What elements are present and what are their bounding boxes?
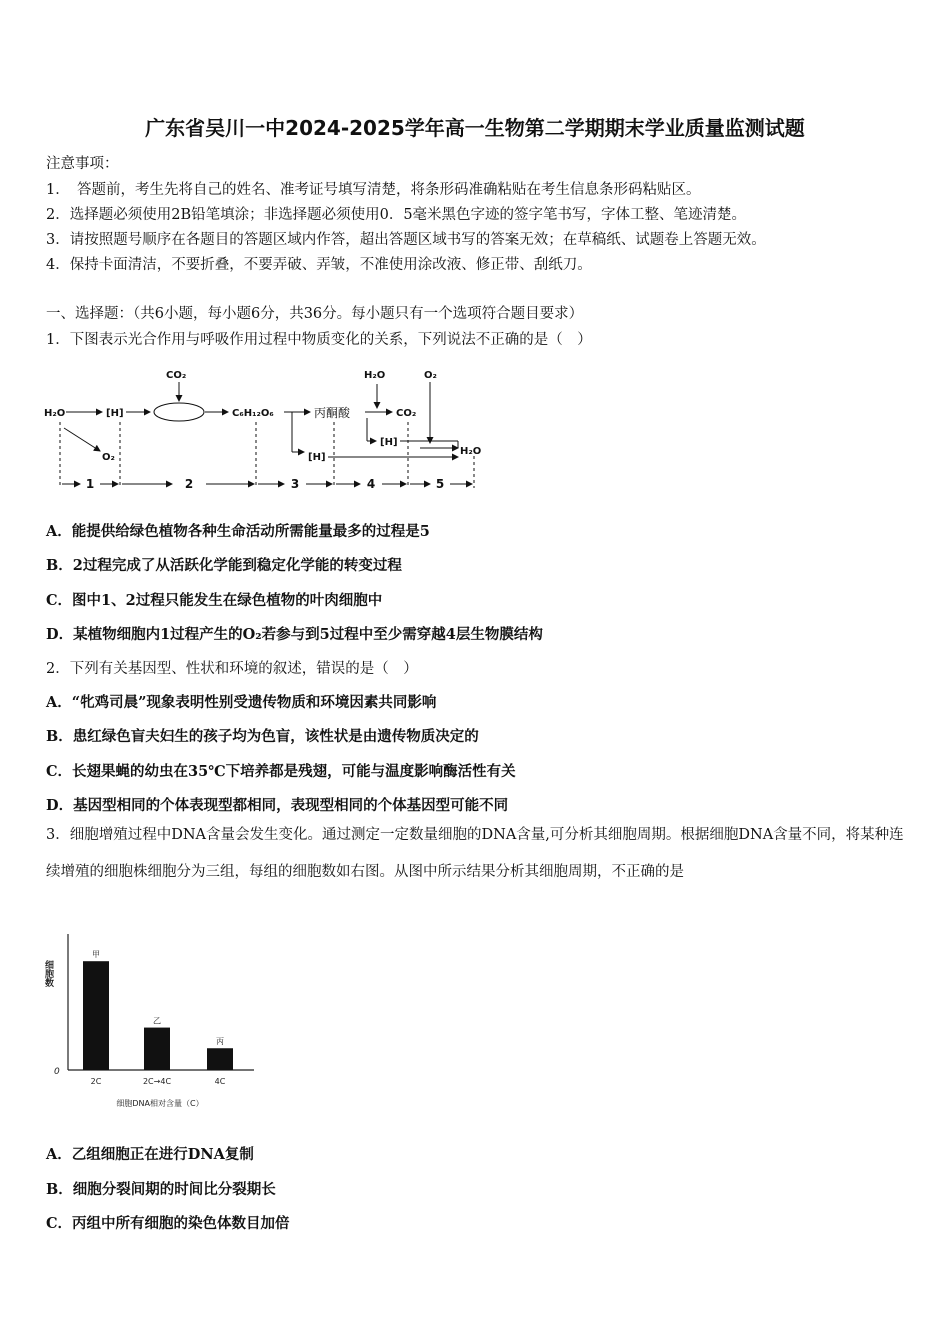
q2-option-c: C．长翅果蝇的幼虫在35℃下培养都是残翅，可能与温度影响酶活性有关	[46, 763, 516, 780]
x-axis-label: 细胞DNA相对含量（C）	[116, 1099, 204, 1108]
tick-label-2: 2C→4C	[142, 1077, 172, 1086]
q2-stem: 2．下列有关基因型、性状和环境的叙述，错误的是（ ）	[46, 661, 418, 677]
q1-option-d: D．某植物细胞内1过程产生的O₂若参与到5过程中至少需穿越4层生物膜结构	[46, 626, 543, 643]
bar-1	[83, 961, 109, 1070]
notice-heading: 注意事项：	[46, 156, 119, 172]
bar-3	[207, 1048, 233, 1070]
q1-option-c: C．图中1、2过程只能发生在绿色植物的叶肉细胞中	[46, 592, 383, 609]
q1-stem: 1．下图表示光合作用与呼吸作用过程中物质变化的关系，下列说法不正确的是（ ）	[46, 332, 592, 348]
stage-1: 1	[85, 477, 95, 491]
label-co2-top: CO₂	[166, 370, 187, 381]
stage-2: 2	[184, 477, 194, 491]
label-pyruvate: 丙酮酸	[314, 406, 351, 420]
q2-option-b: B．患红绿色盲夫妇生的孩子均为色盲，该性状是由遗传物质决定的	[46, 728, 479, 745]
page-title: 广东省吴川一中2024-2025学年高一生物第二学期期末学业质量监测试题	[145, 116, 805, 140]
notice-item-1: 1． 答题前，考生先将自己的姓名、准考证号填写清楚，将条形码准确粘贴在考生信息条形码粘贴区。	[46, 182, 701, 198]
label-h2o-left: H₂O	[44, 408, 66, 419]
bar-label-2: 乙	[153, 1016, 161, 1026]
notice-item-3: 3．请按照题号顺序在各题目的答题区域内作答，超出答题区域书写的答案无效；在草稿纸、试题卷上答题无效。	[46, 232, 766, 248]
q1-option-a: A．能提供给绿色植物各种生命活动所需能量最多的过程是5	[46, 523, 430, 540]
label-o2-top: O₂	[424, 370, 437, 381]
notice-item-2: 2．选择题必须使用2B铅笔填涂；非选择题必须使用0．5毫米黑色字迹的签字笔书写，字体工整、笔迹清楚。	[46, 207, 747, 223]
label-h-left: [H]	[106, 408, 124, 419]
q3-stem: 3．细胞增殖过程中DNA含量会发生变化。通过测定一定数量细胞的DNA含量,可分析其细胞周期。根据细胞DNA含量不同，将某种连续增殖的细胞株细胞分为三组，每组的细胞数如右图。从图中所示结果分析其细胞周期，不正确的是	[46, 827, 904, 880]
bar-label-3: 丙	[216, 1037, 224, 1047]
label-h-mid: [H]	[380, 437, 398, 448]
label-h2o-right: H₂O	[460, 446, 482, 457]
bar-label-1: 甲	[92, 950, 100, 960]
tick-label-1: 2C	[90, 1077, 102, 1086]
stage-5: 5	[435, 477, 445, 491]
label-o2-left: O₂	[102, 452, 115, 463]
label-h2o-top: H₂O	[364, 370, 386, 381]
dna-bar-chart	[40, 928, 270, 1118]
stage-4: 4	[366, 477, 376, 491]
q1-option-b: B．2过程完成了从活跃化学能到稳定化学能的转变过程	[46, 557, 402, 574]
origin-label: 0	[54, 1067, 60, 1077]
section-heading: 一、选择题：（共6小题，每小题6分，共36分。每小题只有一个选项符合题目要求）	[46, 306, 584, 322]
bar-2	[144, 1028, 170, 1070]
q3-option-b: B．细胞分裂间期的时间比分裂期长	[46, 1181, 276, 1198]
label-h-low: [H]	[308, 452, 326, 463]
notice-item-4: 4．保持卡面清洁，不要折叠，不要弄破、弄皱，不准使用涂改液、修正带、刮纸刀。	[46, 257, 592, 273]
tick-label-3: 4C	[214, 1077, 226, 1086]
y-axis-label: 细胞数	[43, 960, 53, 987]
label-glucose: C₆H₁₂O₆	[232, 408, 274, 419]
q3-option-a: A．乙组细胞正在进行DNA复制	[46, 1146, 254, 1163]
q3-option-c: C．丙组中所有细胞的染色体数目加倍	[46, 1215, 290, 1232]
q2-option-d: D．基因型相同的个体表现型都相同，表现型相同的个体基因型可能不同	[46, 797, 509, 814]
stage-3: 3	[290, 477, 300, 491]
process-diagram	[40, 360, 500, 500]
q2-option-a: A．“牝鸡司晨”现象表明性别受遗传物质和环境因素共同影响	[46, 694, 437, 711]
label-co2-mid: CO₂	[396, 408, 417, 419]
